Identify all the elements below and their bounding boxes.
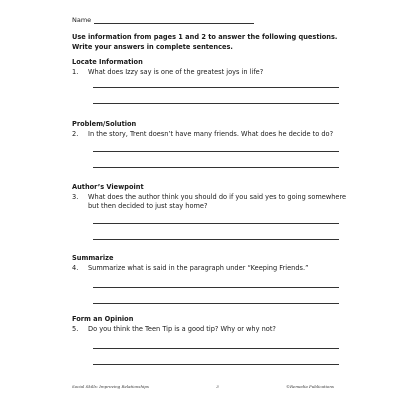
- question-1: [72, 68, 354, 77]
- section-problem-solution: [72, 120, 354, 168]
- answer-line-4a[interactable]: [93, 287, 339, 288]
- question-number: 4.: [72, 264, 79, 272]
- section-title: Summarize: [72, 254, 114, 262]
- section-title: Form an Opinion: [72, 315, 134, 323]
- question-text: Do you think the Teen Tip is a good tip? Why or why not?: [88, 325, 276, 333]
- section-summarize: [72, 254, 354, 304]
- question-3: [72, 193, 354, 211]
- question-text: Summarize what is said in the paragraph under “Keeping Friends.”: [88, 264, 309, 272]
- answer-line-2a[interactable]: [93, 151, 339, 152]
- section-form-an-opinion: [72, 315, 354, 365]
- answer-line-3a[interactable]: [93, 223, 339, 224]
- question-number: 1.: [72, 68, 79, 76]
- instructions-line-2: Write your answers in complete sentences.: [72, 43, 233, 51]
- question-number: 5.: [72, 325, 79, 333]
- footer-book-title: Social Skills: Improving Relationships: [72, 384, 149, 389]
- question-text: What does Izzy say is one of the greatest joys in life?: [88, 68, 264, 76]
- answer-line-2b[interactable]: [93, 167, 339, 168]
- question-number: 2.: [72, 130, 79, 138]
- answer-line-1b[interactable]: [93, 103, 339, 104]
- question-5: [72, 325, 354, 334]
- section-title: Locate Information: [72, 58, 143, 66]
- section-title: Problem/Solution: [72, 120, 137, 128]
- answer-line-5b[interactable]: [93, 364, 339, 365]
- question-text: In the story, Trent doesn’t have many friends. What does he decide to do?: [88, 130, 334, 138]
- answer-line-5a[interactable]: [93, 348, 339, 349]
- section-locate-information: [72, 58, 354, 104]
- question-number: 3.: [72, 193, 79, 201]
- question-2: [72, 130, 354, 139]
- answer-line-3b[interactable]: [93, 239, 339, 240]
- answer-line-4b[interactable]: [93, 303, 339, 304]
- footer-publisher: ©Remedia Publications: [286, 384, 334, 389]
- footer-page-number: 3: [216, 384, 219, 389]
- name-input-line[interactable]: [94, 16, 254, 24]
- name-label: Name: [72, 16, 92, 24]
- question-4: [72, 264, 354, 273]
- instructions-line-1: Use information from pages 1 and 2 to answer the following questions.: [72, 33, 338, 41]
- section-authors-viewpoint: [72, 183, 354, 240]
- instructions: [72, 32, 352, 52]
- page-footer: [72, 384, 334, 389]
- name-field-row: [72, 16, 254, 24]
- answer-line-1a[interactable]: [93, 87, 339, 88]
- question-text: What does the author think you should do if you said yes to going somewhere but then decided to just stay home?: [88, 193, 347, 210]
- section-title: Author’s Viewpoint: [72, 183, 144, 191]
